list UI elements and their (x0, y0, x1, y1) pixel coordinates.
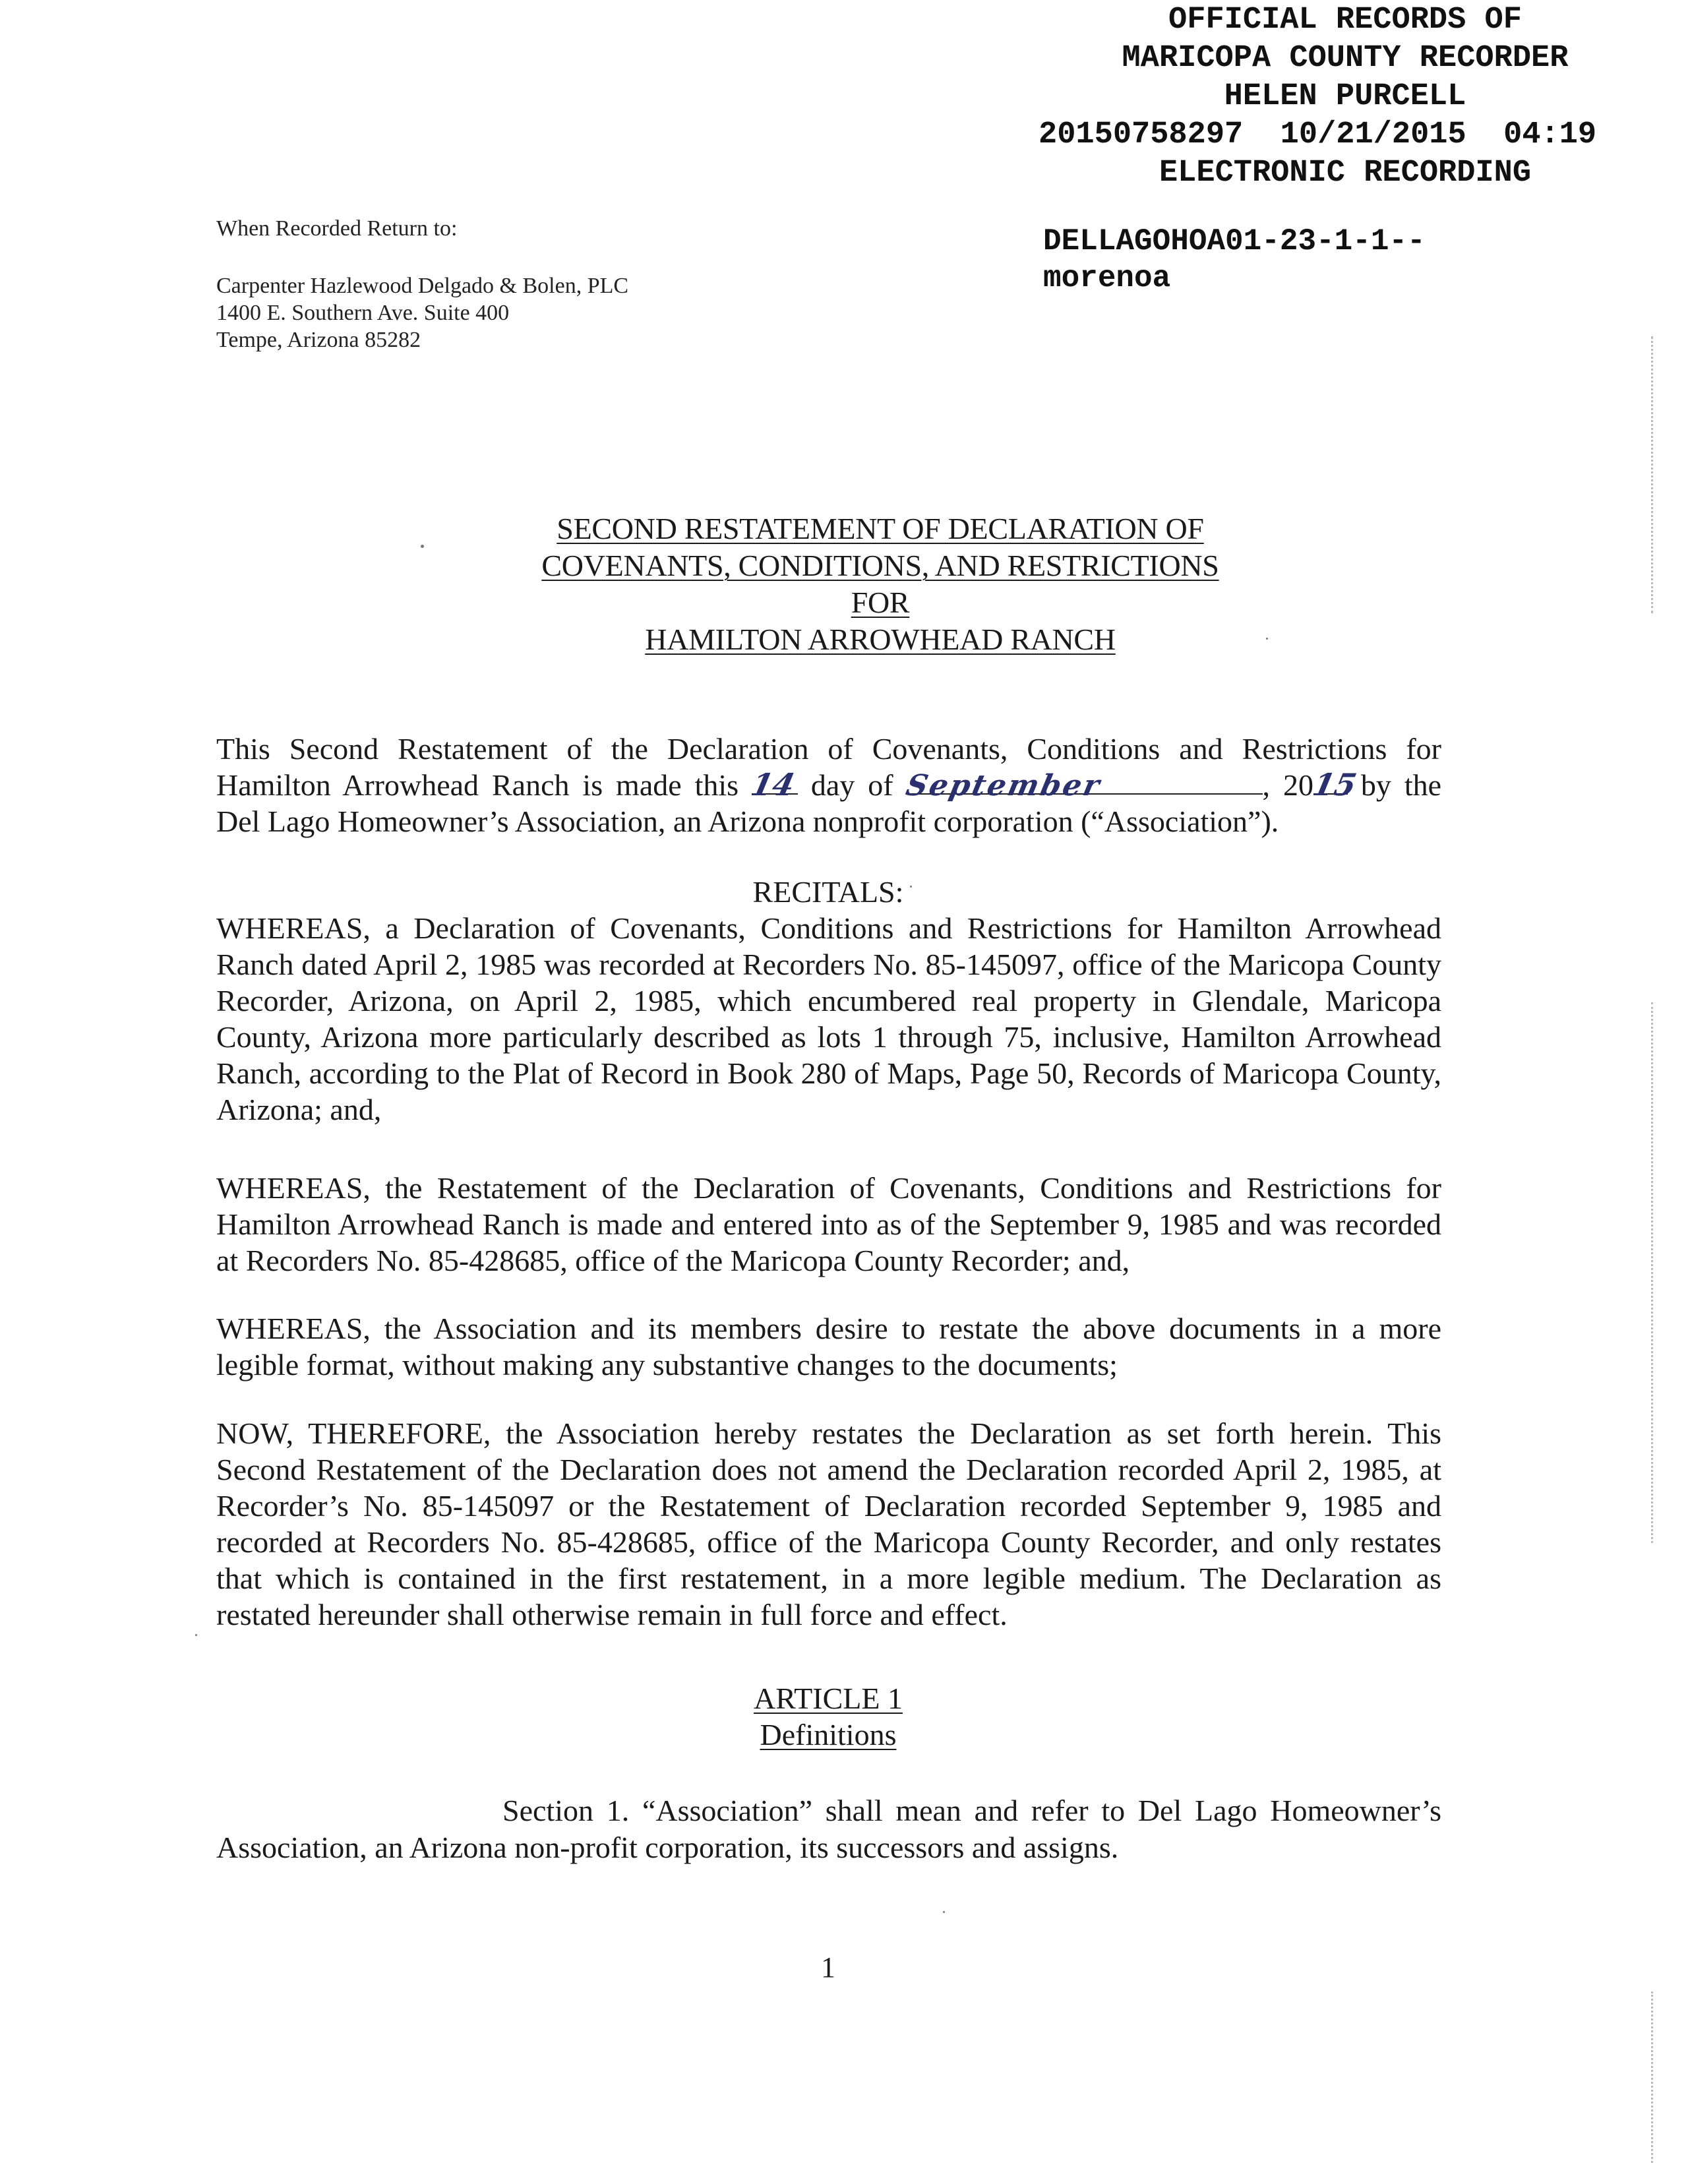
return-city: Tempe, Arizona 85282 (216, 328, 421, 352)
recital-paragraph: WHEREAS, a Declaration of Covenants, Conditions and Restrictions for Hamilton Arrowhead Ranch dated April 2, 1985 was recorded at Recorders No. 85-145097, office of the Maricopa County Recorder, Arizona, on April 2, 1985, which encumbered real property in Glendale, Maricopa County, Arizona more particularly described as lots 1 through 75, inclusive, Hamilton Arrowhead Ranch, according to the Plat of Record in Book 280 of Maps, Page 50, Records of Maricopa County, Arizona; and, (216, 911, 1441, 1126)
recitals-heading: RECITALS: (752, 875, 904, 909)
intro-line: Del Lago Homeowner’s Association, an Arizona nonprofit corporation (“Association”). (216, 804, 1279, 838)
scan-edge-marks (1651, 1002, 1653, 1543)
stamp-line: HELEN PURCELL (1224, 79, 1466, 114)
document-title (0, 510, 1688, 658)
stamp-line: MARICOPA COUNTY RECORDER (1122, 41, 1569, 76)
scan-speck (943, 1911, 945, 1913)
section-label: Section 1. (502, 1794, 630, 1827)
intro-text: , 20 (1262, 768, 1313, 802)
intro-line-2 (216, 767, 1441, 803)
handwritten-day: 14 (748, 767, 798, 803)
day-blank (748, 767, 798, 803)
return-street: 1400 E. Southern Ave. Suite 400 (216, 301, 510, 325)
stamp-line: ELECTRONIC RECORDING (1159, 156, 1532, 191)
page-number: 1 (821, 1951, 835, 1984)
handwritten-year: 15 (1310, 767, 1360, 803)
scan-speck (195, 1634, 197, 1636)
scan-speck (421, 545, 424, 548)
intro-text: Hamilton Arrowhead Ranch is made this (216, 768, 739, 802)
month-blank (903, 767, 1263, 803)
article-title: ARTICLE 1 (754, 1682, 903, 1715)
scan-speck (910, 886, 912, 888)
stamp-line: OFFICIAL RECORDS OF (1168, 3, 1522, 38)
section-paragraph (216, 1792, 1441, 1866)
recorder-stamp (1029, 1, 1662, 193)
record-identifier (1043, 223, 1426, 297)
handwritten-month: September (903, 769, 1104, 803)
intro-text: by the (1360, 768, 1442, 802)
intro-text: day of (810, 768, 893, 802)
title-line: SECOND RESTATEMENT OF DECLARATION OF (557, 512, 1204, 545)
scan-speck (1266, 638, 1268, 640)
intro-line: This Second Restatement of the Declaration of Covenants, Conditions and Restrictions for (216, 732, 1441, 766)
intro-paragraph (216, 731, 1441, 839)
title-line: HAMILTON ARROWHEAD RANCH (645, 622, 1116, 656)
recital-paragraph: NOW, THEREFORE, the Association hereby restates the Declaration as set forth herein. This Second Restatement of the Declaration does not amend the Declaration recorded April 2, 1985, at Recorder’s No. 85-145097 or the Restatement of Declaration recorded September 9, 1985 and recorded at Recorders No. 85-428685, office of the Maricopa County Recorder, and only restates that which is contained in the first restatement, in a more legible medium. The Declaration as restated hereunder shall otherwise remain in full force and effect. (216, 1416, 1441, 1631)
stamp-recording-number: 20150758297 10/21/2015 04:19 (1039, 117, 1597, 152)
title-line: COVENANTS, CONDITIONS, AND RESTRICTIONS (541, 549, 1219, 582)
record-code: DELLAGOHOA01-23-1-1-- (1043, 224, 1426, 258)
article-heading (0, 1680, 1656, 1753)
scan-edge-marks (1651, 336, 1653, 613)
return-address-block (216, 215, 628, 353)
title-line: FOR (851, 586, 910, 619)
scan-edge-marks (1651, 1991, 1653, 2163)
return-label: When Recorded Return to: (216, 216, 458, 241)
year-blank (1310, 767, 1360, 803)
record-user: morenoa (1043, 261, 1171, 295)
return-name: Carpenter Hazlewood Delgado & Bolen, PLC (216, 274, 629, 298)
article-subtitle: Definitions (760, 1718, 897, 1751)
recital-paragraph: WHEREAS, the Restatement of the Declaration of Covenants, Conditions and Restrictions for Hamilton Arrowhead Ranch is made and entered into as of the September 9, 1985 and was recorded at Recorders No. 85-428685, office of the Maricopa County Recorder; and, (216, 1171, 1441, 1277)
recital-paragraph: WHEREAS, the Association and its members desire to restate the above documents in a more legible format, without making any substantive changes to the documents; (216, 1312, 1441, 1381)
section-text: “Association” shall mean and refer to Del Lago Homeowner’s Association, an Arizona non-profit corporation, its successors and assigns. (216, 1794, 1441, 1864)
